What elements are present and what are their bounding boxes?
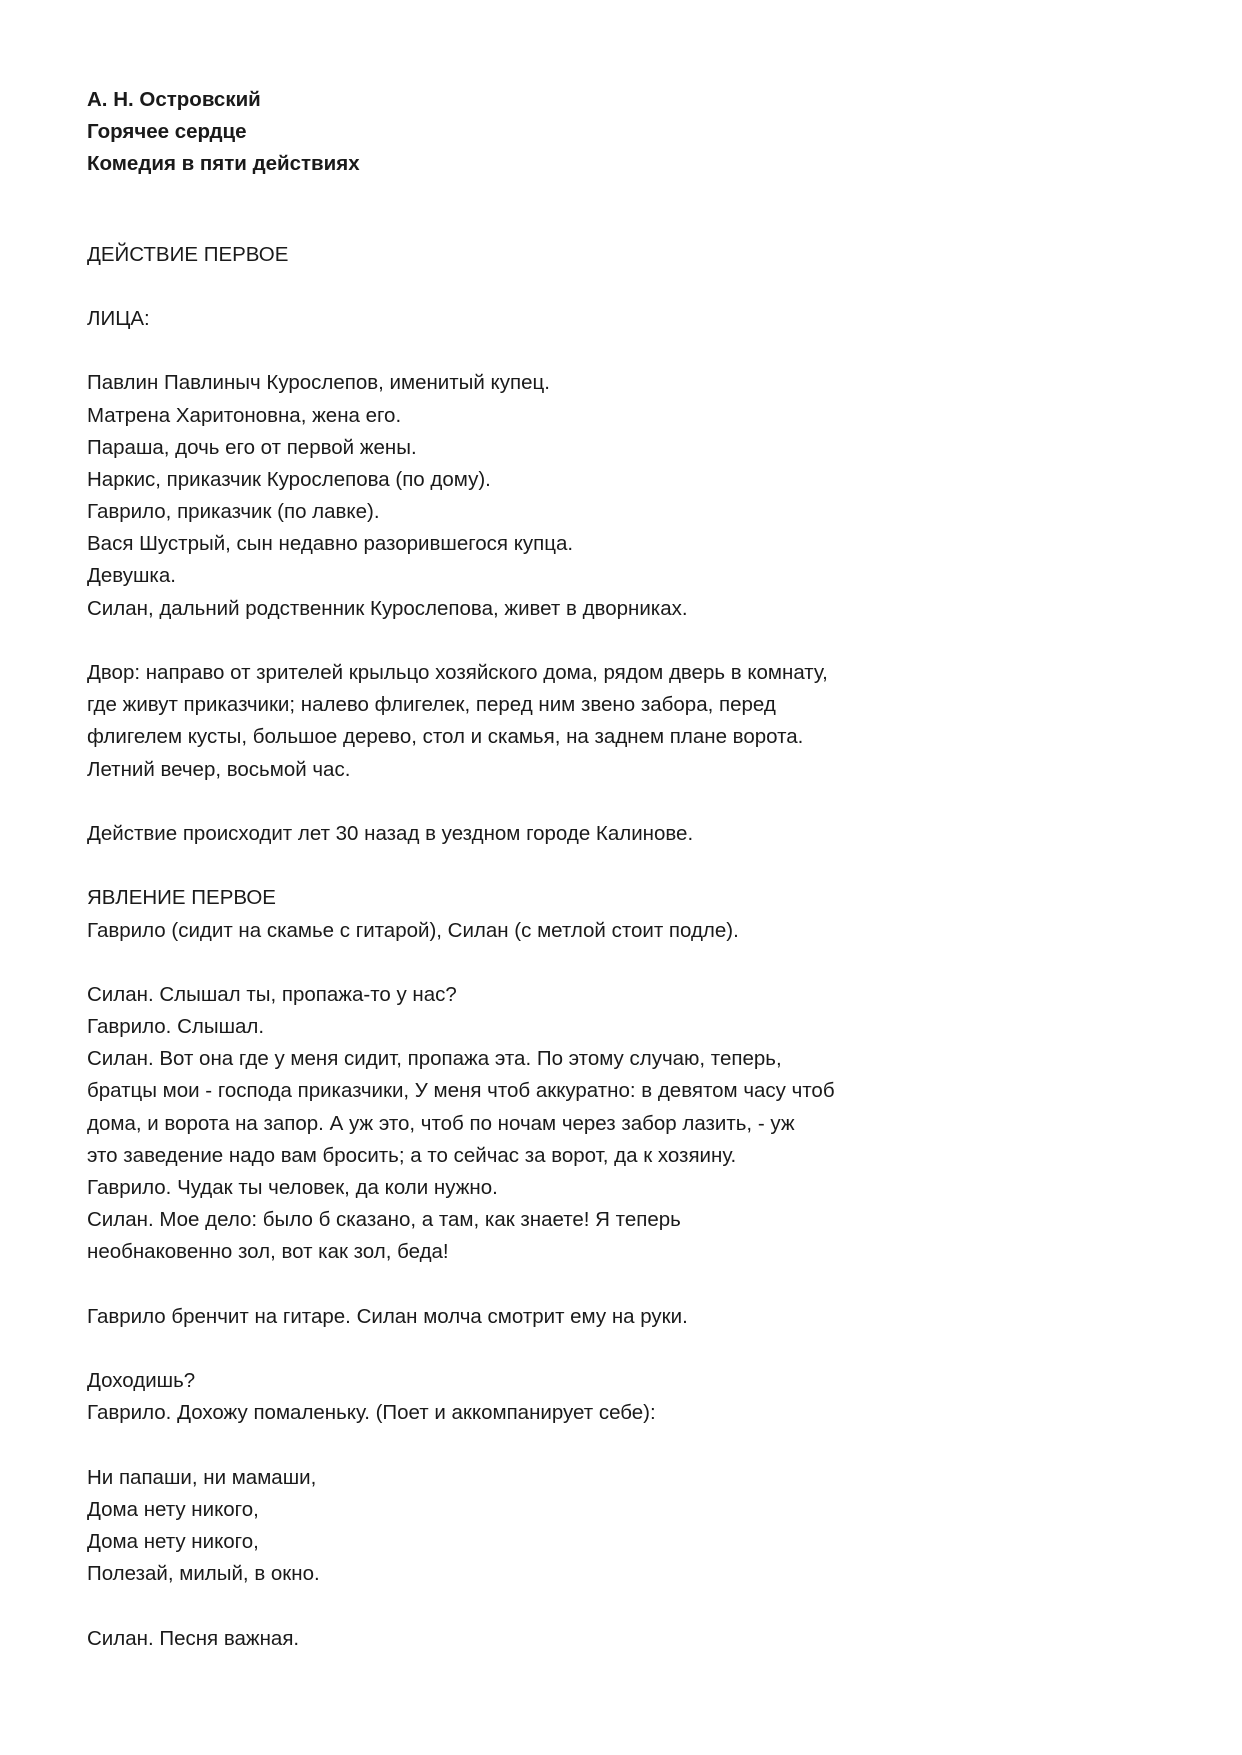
dialogue-line: дома, и ворота на запор. А уж это, чтоб по ночам через забор лазить, - уж [87,1111,795,1135]
person-item: Гаврило, приказчик (по лавке). [87,500,380,524]
song-line: Ни папаши, ни мамаши, [87,1465,317,1489]
dialogue-line: Доходишь? [87,1369,196,1393]
document-page [87,84,1167,1655]
song-line: Дома нету никого, [87,1530,259,1554]
persons-heading: ЛИЦА: [87,306,150,330]
person-item: Девушка. [87,564,176,588]
play-subtitle: Комедия в пяти действиях [87,152,360,176]
person-item: Силан, дальний родственник Курослепова, живет в дворниках. [87,596,688,620]
dialogue-line: Силан. Мое дело: было б сказано, а там, как знаете! Я теперь [87,1208,681,1232]
dialogue-line: это заведение надо вам бросить; а то сейчас за ворот, да к хозяину. [87,1143,737,1167]
setting-line: флигелем кусты, большое дерево, стол и скамья, на заднем плане ворота. [87,725,804,749]
dialogue-block [87,979,1167,1269]
act-heading: ДЕЙСТВИЕ ПЕРВОЕ [87,242,289,266]
dialogue-line: Гаврило. Слышал. [87,1015,265,1039]
setting-line: Двор: направо от зрителей крыльцо хозяйского дома, рядом дверь в комнату, [87,661,828,684]
time-place-note: Действие происходит лет 30 назад в уездном городе Калинове. [87,821,694,845]
song-verse [87,1462,1167,1591]
dialogue-line: Силан. Песня важная. [87,1626,300,1650]
setting-line: Летний вечер, восьмой час. [87,757,351,781]
person-item: Параша, дочь его от первой жены. [87,435,417,459]
setting-paragraph [87,657,1167,786]
play-title: Горячее сердце [87,120,247,144]
dialogue-block [87,1365,1167,1429]
persons-list [87,367,1167,625]
dialogue-line: братцы мои - господа приказчики, У меня чтоб аккуратно: в девятом часу чтоб [87,1079,835,1103]
dialogue-line: Гаврило. Чудак ты человек, да коли нужно. [87,1176,498,1199]
dialogue-line: Силан. Слышал ты, пропажа-то у нас? [87,982,457,1006]
person-item: Наркис, приказчик Курослепова (по дому). [87,467,491,491]
dialogue-line: Силан. Вот она где у меня сидит, пропажа эта. По этому случаю, теперь, [87,1047,782,1071]
stage-note: Гаврило бренчит на гитаре. Силан молча смотрит ему на руки. [87,1304,688,1328]
scene-heading: ЯВЛЕНИЕ ПЕРВОЕ [87,886,276,910]
author-name: А. Н. Островский [87,88,261,111]
person-item: Матрена Харитоновна, жена его. [87,403,402,427]
dialogue-line: Гаврило. Дохожу помаленьку. (Поет и аккомпанирует себе): [87,1401,656,1425]
dialogue-line: необнаковенно зол, вот как зол, беда! [87,1240,449,1264]
scene-direction: Гаврило (сидит на скамье с гитарой), Силан (с метлой стоит подле). [87,918,739,942]
person-item: Вася Шустрый, сын недавно разорившегося купца. [87,532,574,556]
song-line: Полезай, милый, в окно. [87,1562,320,1586]
setting-line: где живут приказчики; налево флигелек, перед ним звено забора, перед [87,693,776,717]
person-item: Павлин Павлиныч Курослепов, именитый купец. [87,371,550,395]
song-line: Дома нету никого, [87,1497,259,1521]
